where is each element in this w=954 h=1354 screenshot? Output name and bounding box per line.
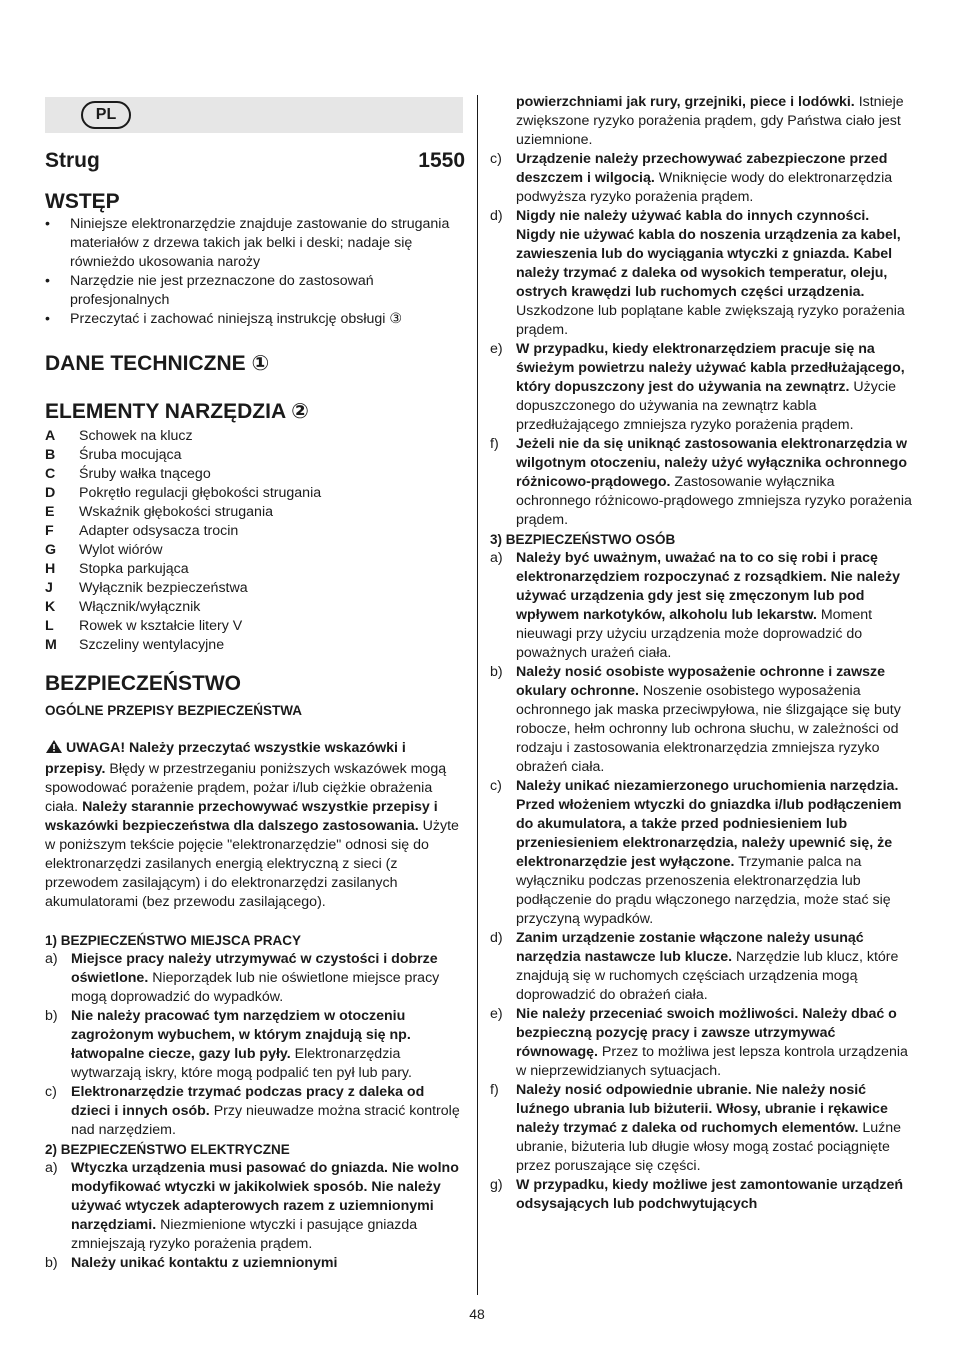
rule-item: a) Należy być uważnym, uważać na to co się robi i pracę elektronarzędziem rozpoczynać z rozsądkiem. Nie należy używać urządzenia gdy jest się zmęczonym lub pod wpływem narkotyków, alkoholu lub lekarstw. Moment nieuwagi przy użyciu urządzenia może doprowadzić do poważnych urażeń ciała.	[490, 550, 900, 661]
parts-list	[45, 427, 465, 655]
rule-item: c) Urządzenie należy przechowywać zabezpieczone przed deszczem i wilgocią. Wniknięcie wody do elektronarzędzia podwyższa ryzyko porażenia prądem.	[490, 151, 893, 205]
part-row: C Śruby wałka tnącego	[45, 466, 211, 482]
safety-heading: BEZPIECZEŃSTWO	[45, 672, 242, 695]
warning-triangle-icon	[45, 739, 63, 760]
intro-heading: WSTĘP	[45, 190, 120, 213]
right-column	[490, 93, 912, 1214]
column-divider	[477, 95, 478, 1295]
rule-item: d) Zanim urządzenie zostanie włączone należy usunąć narzędzia nastawcze lub klucze. Narzędzie lub klucz, które znajdują się w ruchomych częściach urządzenia mogą doprowadzić do obrażeń ciała.	[490, 930, 899, 1003]
rule-item-continued: powierzchniami jak rury, grzejniki, piece i lodówki. Istnieje zwiększone ryzyko porażenia prądem, gdy Państwa ciało jest uziemnione.	[516, 94, 904, 148]
rule-item: e) W przypadku, kiedy elektronarzędziem pracuje się na świeżym powietrzu należy używać kabla przedłużającego, który dopuszczony jest do używania na zewnątrz. Użycie dopuszczonego do używania na zewnątrz kabla przedłużającego zmniejsza ryzyko porażenia prądem.	[490, 341, 905, 433]
rule-item: b) Należy unikać kontaktu z uziemnionymi	[45, 1255, 338, 1271]
title-row	[45, 145, 465, 177]
specs-heading: DANE TECHNICZNE ①	[45, 352, 270, 375]
rule-item: f) Należy nosić odpowiednie ubranie. Nie należy nosić luźnego ubrania lub biżuterii. Włosy, ubranie i rękawice należy trzymać z daleka od ruchomych elementów. Luźne ubranie, biżuteria lub długie włosy mogą zostać pociągnięte przez poruszające się części.	[490, 1082, 902, 1174]
section-1-title: 1) BEZPIECZEŃSTWO MIEJSCA PRACY	[45, 933, 302, 948]
language-badge: PL	[81, 101, 131, 129]
warning-paragraph: UWAGA! Należy przeczytać wszystkie wskazówki i przepisy. Błędy w przestrzeganiu poniższych wskazówek mogą spowodować porażenie prądem, pożar i/lub ciężkie obrażenia ciała. Należy starannie przechowywać wszystkie przepisy i wskazówki bezpieczeństwa dla dalszego zastosowania. Użyte w poniższym tekście pojęcie "elektronarzędzie" odnosi się do elektronarzędzi zasilanych energią elektryczną z sieci (z przewodem zasilającym) i do elektronarzędzi zasilanych akumulatorami (bez przewodu zasilającego).	[45, 740, 459, 910]
rule-item: g) W przypadku, kiedy możliwe jest zamontowanie urządzeń odsysających lub podchwytujących	[490, 1177, 904, 1212]
part-row: J Wyłącznik bezpieczeństwa	[45, 580, 248, 596]
general-safety-title: OGÓLNE PRZEPISY BEZPIECZEŃSTWA	[45, 703, 303, 718]
rule-item: c) Elektronarzędzie trzymać podczas pracy z daleka od dzieci i innych osób. Przy nieuwadze można stracić kontrolę nad narzędziem.	[45, 1084, 460, 1138]
bullet-item: • Przeczytać i zachować niniejszą instrukcję obsługi ③	[45, 311, 403, 327]
part-row: L Rowek w kształcie litery V	[45, 618, 243, 634]
bullet-item: • Niniejsze elektronarzędzie znajduje zastowanie do strugania materiałów z drzewa takich jak belki i deski; nadaje się równieżdo ukosowania naroży	[45, 216, 450, 270]
part-row: K Włącznik/wyłącznik	[45, 599, 201, 615]
rule-item: b) Należy nosić osobiste wyposażenie ochronne i zawsze okulary ochronne. Noszenie osobistego wyposażenia ochronnego jak maska przeciwpyłowa, nie ślizgające się buty robocze, hełm ochronny lub ochrona słuchu, w zależności od rodzaju i zastosowania elektronarzędzia zmniejsza ryzyko obrażeń ciała.	[490, 664, 901, 775]
language-bar	[45, 97, 463, 133]
left-column	[45, 145, 465, 1273]
product-title: Strug	[45, 149, 100, 172]
section-3-title: 3) BEZPIECZEŃSTWO OSÓB	[490, 532, 676, 547]
part-row: F Adapter odsysacza trocin	[45, 523, 239, 539]
rule-item: a) Miejsce pracy należy utrzymywać w czystości i dobrze oświetlone. Nieporządek lub nie oświetlone miejsce pracy mogą doprowadzić do wypadków.	[45, 951, 440, 1005]
part-row: B Śruba mocująca	[45, 447, 182, 463]
rule-item: e) Nie należy przeceniać swoich możliwości. Należy dbać o bezpieczną pozycję pracy i zawsze utrzymywać równowagę. Przez to możliwa jest lepsza kontrola urządzenia w nieprzewidzianych sytuacjach.	[490, 1006, 908, 1079]
rule-item: c) Należy unikać niezamierzonego uruchomienia narzędzia. Przed włożeniem wtyczki do gniazdka i/lub podłączeniem do akumulatora, a także przed podniesieniem lub przeniesieniem elektronarzędzia, należy upewnić się, że elektronarzędzie jest wyłączone. Trzymanie palca na wyłączniku podczas przenoszenia elektronarzędzia lub podłączenie do prądu włączonego narzędzia, może stać się przyczyną wypadków.	[490, 778, 902, 927]
section-2-title: 2) BEZPIECZEŃSTWO ELEKTRYCZNE	[45, 1142, 290, 1157]
bullet-item: • Narzędzie nie jest przeznaczone do zastosowań profesjonalnych	[45, 273, 374, 308]
intro-bullets	[45, 215, 465, 329]
rule-item: f) Jeżeli nie da się uniknąć zastosowania elektronarzędzia w wilgotnym otoczeniu, należy użyć wyłącznika ochronnego różnicowo-prądowego. Zastosowanie wyłącznika ochronnego różnicowo-prądowego zmniejsza ryzyko porażenia prądem.	[490, 436, 912, 528]
model-number: 1550	[418, 149, 465, 172]
parts-heading: ELEMENTY NARZĘDZIA ②	[45, 400, 309, 423]
rule-item: a) Wtyczka urządzenia musi pasować do gniazda. Nie wolno modyfikować wtyczki w jakikolwiek sposób. Nie należy używać wtyczek adapterowych razem z uziemnionymi narzędziami. Niezmienione wtyczki i pasujące gniazda zmniejszają ryzyko porażenia prądem.	[45, 1160, 459, 1252]
part-row: D Pokrętło regulacji głębokości strugania	[45, 485, 322, 501]
rule-item: d) Nigdy nie należy używać kabla do innych czynności. Nigdy nie używać kabla do noszenia urządzenia za kabel, zawieszenia lub do wyciągania wtyczki z gniazda. Kabel należy trzymać z daleka od wysokich temperatur, oleju, ostrych krawędzi lub ruchomych części urządzenia. Uszkodzone lub poplątane kable zwiększają ryzyko porażenia prądem.	[490, 208, 905, 338]
part-row: E Wskaźnik głębokości strugania	[45, 504, 273, 520]
page-number: 48	[469, 1306, 485, 1322]
part-row: G Wylot wiórów	[45, 542, 163, 558]
part-row: A Schowek na klucz	[45, 428, 193, 444]
part-row: M Szczeliny wentylacyjne	[45, 637, 225, 653]
part-row: H Stopka parkująca	[45, 561, 189, 577]
rule-item: b) Nie należy pracować tym narzędziem w otoczeniu zagrożonym wybuchem, w którym znajdują się np. łatwopalne ciecze, gazy lub pyły. Elektronarzędzia wytwarzają iskry, które mogą podpalić ten pył lub pary.	[45, 1008, 412, 1081]
